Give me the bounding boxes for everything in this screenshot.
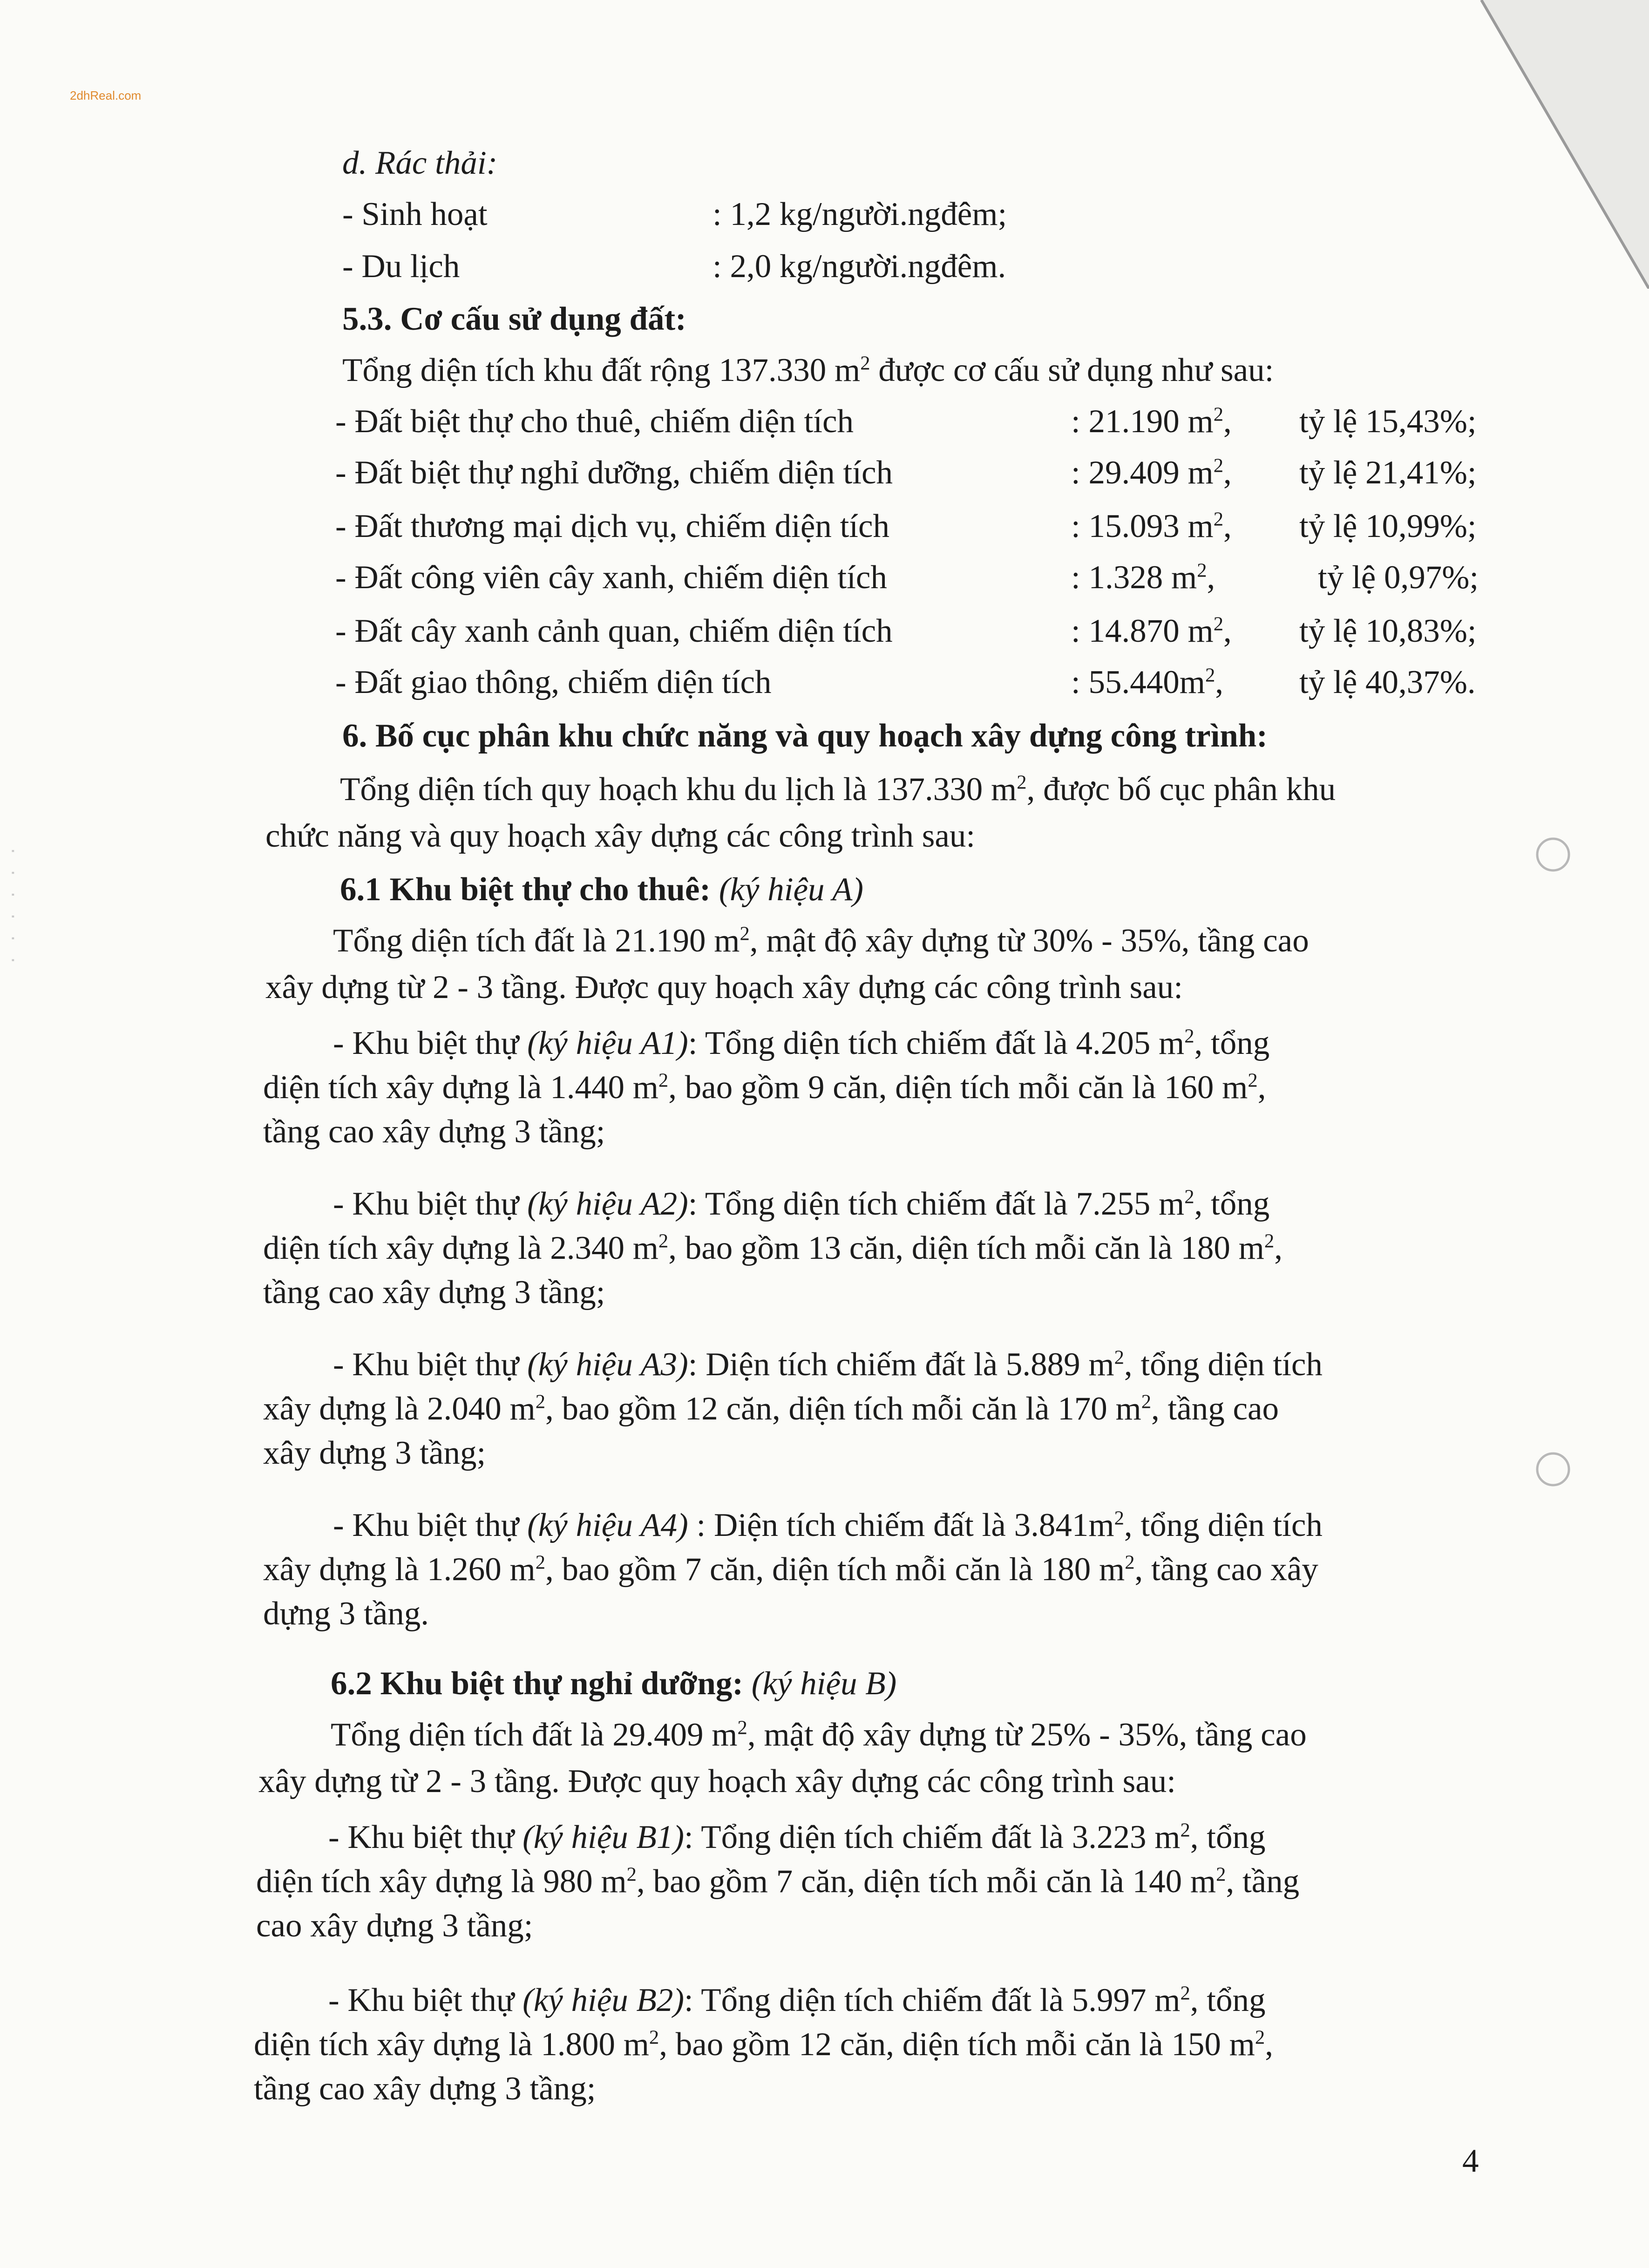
villa-a1-line: - Khu biệt thự (ký hiệu A1): Tổng diện tích chiếm đất là 4.205 $m^2$, tổng	[333, 1025, 1270, 1061]
villa-a3-line: xây dựng là 2.040 $m^2$, bao gồm 12 căn, diện tích mỗi căn là 170 $m^2$, tầng cao	[263, 1391, 1279, 1427]
section-6-1-intro-cont: xây dựng từ 2 - 3 tầng. Được quy hoạch xây dựng các công trình sau:	[265, 969, 1183, 1005]
villa-a3-line: xây dựng 3 tầng;	[263, 1435, 486, 1471]
waste-label-residential: - Sinh hoạt	[342, 196, 488, 232]
land-use-area: : 14.870 $m^2$,	[1071, 613, 1232, 649]
villa-b2-line: - Khu biệt thự (ký hiệu B2): Tổng diện tích chiếm đất là 5.997 $m^2$, tổng	[328, 1982, 1266, 2018]
watermark-logo: 2dhReal.com	[70, 88, 142, 102]
villa-a4-line: dựng 3 tầng.	[263, 1596, 429, 1632]
land-use-ratio: tỷ lệ 10,83%;	[1299, 613, 1477, 649]
waste-value-residential: : 1,2 kg/người.ngđêm;	[713, 196, 1007, 232]
section-6-1-title: 6.1 Khu biệt thự cho thuê: (ký hiệu A)	[340, 871, 863, 908]
land-use-ratio: tỷ lệ 40,37%.	[1299, 664, 1476, 700]
land-use-label: - Đất công viên cây xanh, chiếm diện tích	[335, 559, 887, 596]
villa-b1-line: diện tích xây dựng là 980 $m^2$, bao gồm 7 căn, diện tích mỗi căn là 140 $m^2$, tầng	[256, 1863, 1300, 1900]
page-number: 4	[1462, 2143, 1479, 2179]
villa-a4-line: xây dựng là 1.260 $m^2$, bao gồm 7 căn, diện tích mỗi căn là 180 $m^2$, tầng cao xây	[263, 1551, 1318, 1588]
villa-a4-line: - Khu biệt thự (ký hiệu A4) : Diện tích chiếm đất là $3.841m^2$, tổng diện tích	[333, 1507, 1323, 1543]
section-6-1-intro: Tổng diện tích đất là 21.190 $m^2$, mật độ xây dựng từ 30% - 35%, tầng cao	[333, 923, 1309, 959]
villa-a2-line: diện tích xây dựng là 2.340 $m^2$, bao gồm 13 căn, diện tích mỗi căn là 180 $m^2$,	[263, 1230, 1283, 1266]
punch-hole	[1532, 1448, 1574, 1490]
section-6-paragraph: Tổng diện tích quy hoạch khu du lịch là 137.330 $m^2$, được bố cục phân khu	[340, 771, 1336, 808]
land-use-label: - Đất thương mại dịch vụ, chiếm diện tích	[335, 508, 890, 544]
margin-mark: · · · · · ·	[3, 848, 26, 969]
land-use-ratio: tỷ lệ 0,97%;	[1318, 559, 1479, 596]
villa-a1-line: diện tích xây dựng là 1.440 $m^2$, bao gồm 9 căn, diện tích mỗi căn là 160 $m^2$,	[263, 1069, 1266, 1106]
villa-b2-line: tầng cao xây dựng 3 tầng;	[254, 2071, 596, 2107]
land-use-area: : $55.440m^2$,	[1071, 664, 1223, 700]
waste-value-tourism: : 2,0 kg/người.ngđêm.	[713, 248, 1006, 285]
villa-b1-line: cao xây dựng 3 tầng;	[256, 1908, 533, 1944]
land-use-area: : 29.409 $m^2$,	[1071, 455, 1232, 491]
section-5-3-title: 5.3. Cơ cấu sử dụng đất:	[342, 301, 686, 337]
villa-b2-line: diện tích xây dựng là 1.800 $m^2$, bao gồm 12 căn, diện tích mỗi căn là 150 $m^2$,	[254, 2026, 1273, 2063]
section-6-2-intro-cont: xây dựng từ 2 - 3 tầng. Được quy hoạch xây dựng các công trình sau:	[258, 1763, 1176, 1799]
land-use-label: - Đất biệt thự nghỉ dưỡng, chiếm diện tích	[335, 455, 893, 491]
villa-a2-line: - Khu biệt thự (ký hiệu A2): Tổng diện tích chiếm đất là 7.255 $m^2$, tổng	[333, 1186, 1270, 1222]
villa-b1-line: - Khu biệt thự (ký hiệu B1): Tổng diện tích chiếm đất là 3.223 $m^2$, tổng	[328, 1819, 1266, 1855]
land-use-ratio: tỷ lệ 10,99%;	[1299, 508, 1477, 544]
land-use-area: : 1.328 $m^2$,	[1071, 559, 1215, 596]
land-use-label: - Đất cây xanh cảnh quan, chiếm diện tích	[335, 613, 893, 649]
page-corner-fold	[1453, 0, 1649, 289]
villa-a3-line: - Khu biệt thự (ký hiệu A3): Diện tích chiếm đất là 5.889 $m^2$, tổng diện tích	[333, 1346, 1323, 1383]
punch-hole	[1532, 834, 1574, 876]
land-use-label: - Đất biệt thự cho thuê, chiếm diện tích	[335, 403, 854, 440]
section-d-title: d. Rác thải:	[342, 145, 498, 181]
section-5-3-intro: Tổng diện tích khu đất rộng 137.330 $m^2$ được cơ cấu sử dụng như sau:	[342, 352, 1274, 388]
waste-label-tourism: - Du lịch	[342, 248, 460, 285]
section-6-title: 6. Bố cục phân khu chức năng và quy hoạch xây dựng công trình:	[342, 718, 1268, 754]
villa-a2-line: tầng cao xây dựng 3 tầng;	[263, 1274, 605, 1311]
villa-a1-line: tầng cao xây dựng 3 tầng;	[263, 1114, 605, 1150]
land-use-ratio: tỷ lệ 21,41%;	[1299, 455, 1477, 491]
land-use-ratio: tỷ lệ 15,43%;	[1299, 403, 1477, 440]
section-6-paragraph-cont: chức năng và quy hoạch xây dựng các công trình sau:	[265, 818, 976, 854]
land-use-area: : 15.093 $m^2$,	[1071, 508, 1232, 544]
land-use-label: - Đất giao thông, chiếm diện tích	[335, 664, 772, 700]
section-6-2-title: 6.2 Khu biệt thự nghỉ dưỡng: (ký hiệu B)	[331, 1665, 897, 1702]
land-use-area: : 21.190 $m^2$,	[1071, 403, 1232, 440]
section-6-2-intro: Tổng diện tích đất là 29.409 $m^2$, mật độ xây dựng từ 25% - 35%, tầng cao	[331, 1717, 1307, 1753]
